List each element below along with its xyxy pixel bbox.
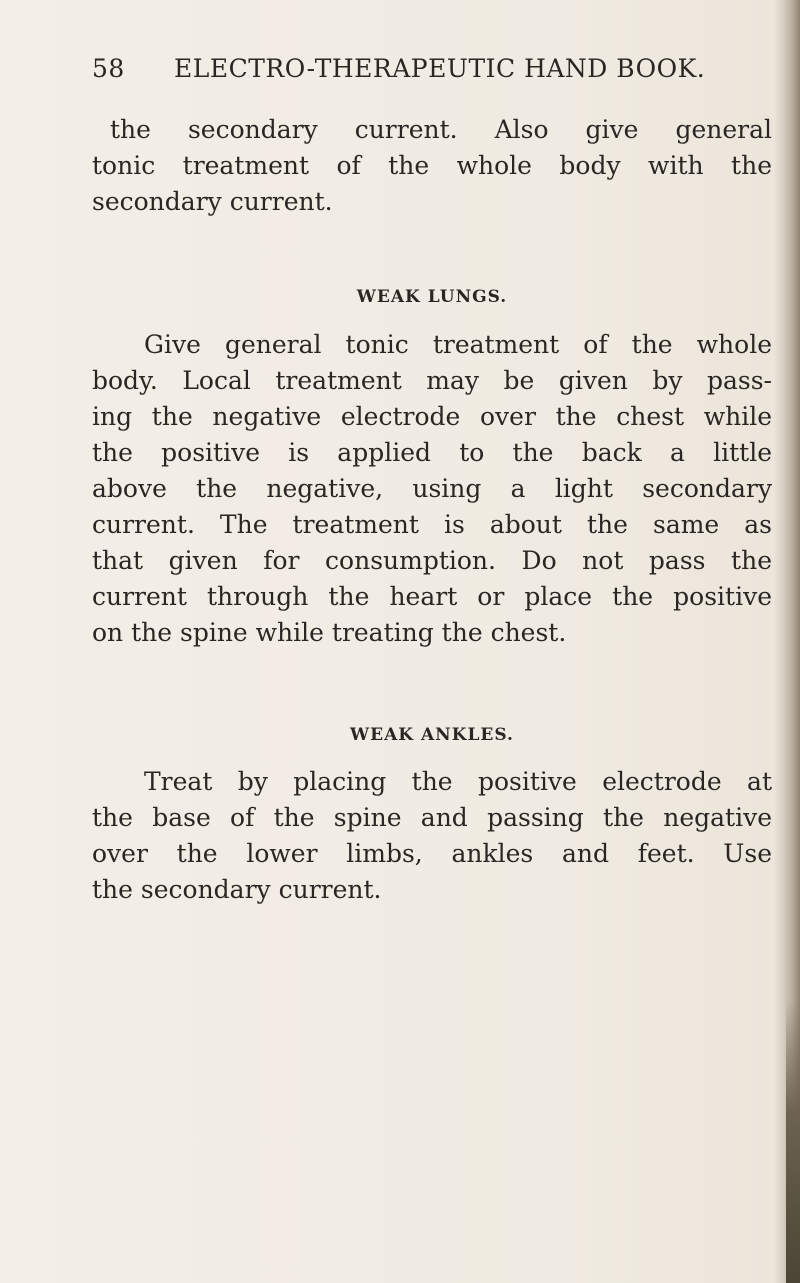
text-line: above the negative, using a light secondary [92, 474, 772, 503]
page-edge-stain [786, 1000, 800, 1283]
text-line: that given for consumption. Do not pass the [92, 546, 772, 575]
text-line: the base of the spine and passing the negative [92, 803, 772, 832]
paragraph-continuation [92, 112, 772, 220]
text-line: the positive is applied to the back a little [92, 438, 772, 467]
paragraph-weak-ankles [92, 764, 772, 908]
text-line: Give general tonic treatment of the whole [144, 330, 772, 359]
text-line: the secondary current. [92, 875, 382, 904]
running-header [92, 54, 712, 94]
text-line: ing the negative electrode over the chest while [92, 402, 772, 431]
text-line: current. The treatment is about the same as [92, 510, 772, 539]
text-line: body. Local treatment may be given by pass- [92, 366, 772, 395]
text-line: current through the heart or place the positive [92, 582, 772, 611]
section-heading-weak-ankles: WEAK ANKLES. [350, 725, 514, 745]
section-heading-weak-lungs: WEAK LUNGS. [356, 287, 508, 307]
running-title: ELECTRO-THERAPEUTIC HAND BOOK. [174, 54, 706, 83]
paragraph-weak-lungs [92, 327, 772, 651]
text-line: the secondary current. Also give general [110, 115, 772, 144]
text-line: on the spine while treating the chest. [92, 618, 567, 647]
text-line: Treat by placing the positive electrode at [144, 767, 772, 796]
text-line: tonic treatment of the whole body with the [92, 151, 772, 180]
text-line: secondary current. [92, 187, 333, 216]
page-number: 58 [92, 54, 125, 83]
text-line: over the lower limbs, ankles and feet. Use [92, 839, 772, 868]
